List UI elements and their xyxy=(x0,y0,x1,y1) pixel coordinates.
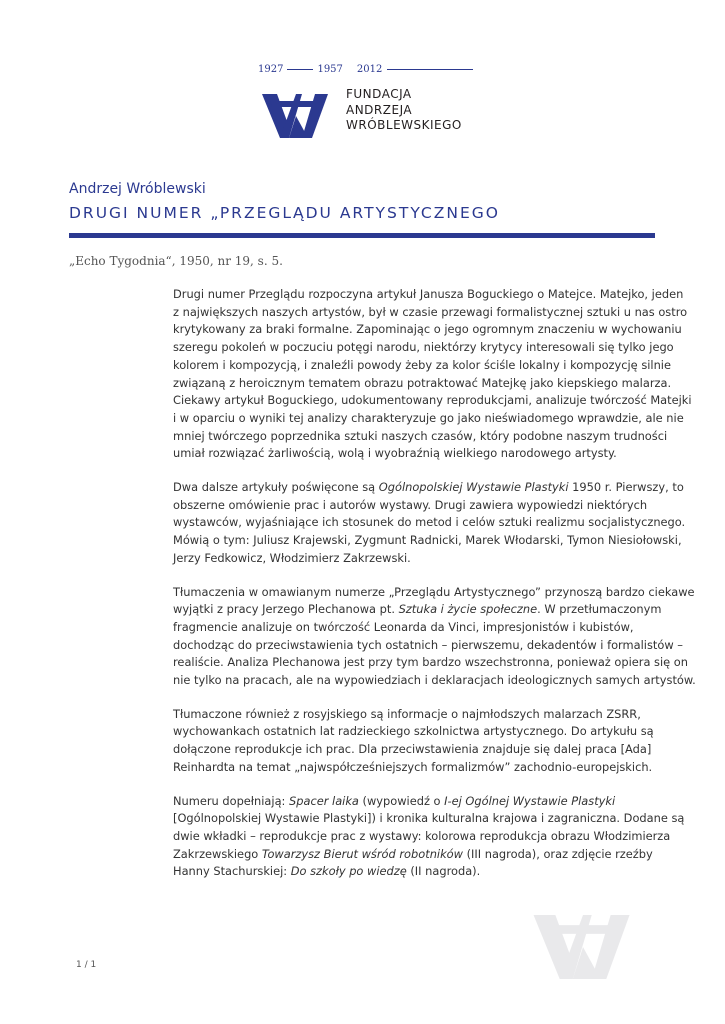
article-title: DRUGI NUMER „PRZEGLĄDU ARTYSTYCZNEGO xyxy=(69,204,500,222)
text-line: [Ogólnopolskiej Wystawie Plastyki]) i kronika kulturalna krajowa i zagraniczna. Dodane są xyxy=(173,811,685,826)
timeline xyxy=(258,64,473,75)
organization-name xyxy=(346,87,462,134)
article-author: Andrzej Wróblewski xyxy=(69,181,206,197)
text-line: dołączone reprodukcje ich prac. Dla przeciwstawienia znajduje się dalej praca [Ada] xyxy=(173,742,652,757)
timeline-line-long xyxy=(387,69,473,70)
article-body xyxy=(173,286,696,897)
italic-title: Do szkoły po wiedzę xyxy=(290,864,407,879)
text-line: dochodząc do przeciwstawienia tych ostatnich – pierwszemu, dekadentów i formalistów – xyxy=(173,637,683,652)
paragraph xyxy=(173,706,663,777)
italic-title: Towarzysz Bierut wśród robotników xyxy=(261,846,463,861)
page-header xyxy=(0,0,725,150)
text-line: i w oparciu o wyniki tej analizy charakteryzuje go jako nieświadomego wprawdzie, ale nie xyxy=(173,410,684,425)
text-line: związaną z heroicznym tematem obrazu potraktować Matejkę jako kiepskiego malarza. xyxy=(173,375,672,390)
year-end: 1957 xyxy=(317,64,343,75)
text-line: wychowankach ostatnich lat radzieckiego szkolnictwa artystycznego. Do artykułu są xyxy=(173,724,654,739)
text-line: wystawców, wyjaśniające ich stosunek do metod i celów sztuki realizmu socjalistycznego. xyxy=(173,515,686,530)
paragraph xyxy=(173,479,686,568)
text-line: obszerne omówienie prac i autorów wystawy. Drugi zawiera wypowiedzi niektórych xyxy=(173,497,648,512)
text-line: Ciekawy artykuł Boguckiego, udokumentowany reprodukcjami, analizuje twórczość Matejki xyxy=(173,393,692,408)
text-line: Jerzy Fedkowicz, Włodzimierz Zakrzewski. xyxy=(173,550,411,565)
timeline-line xyxy=(287,69,313,70)
org-name-line: ANDRZEJA xyxy=(346,102,413,117)
italic-title: Spacer laika xyxy=(289,793,359,808)
text-line: Tłumaczenia w omawianym numerze „Przeglądu Artystycznego” przynoszą bardzo ciekawe xyxy=(173,584,695,599)
text-line: nie tylko na pracach, ale na wypowiedziach i deklaracjach ideologicznych samych artystów. xyxy=(173,673,696,688)
text-line: Tłumaczone również z rosyjskiego są informacje o najmłodszych malarzach ZSRR, xyxy=(173,706,641,721)
paragraph xyxy=(173,286,692,463)
paragraph xyxy=(173,793,685,882)
paragraph xyxy=(173,584,696,690)
text-line: szeregu pokoleń w poczuciu potęgi narodu, niektórzy krytycy interesowali się tylko jego xyxy=(173,340,674,355)
text-line: Zakrzewskiego Towarzysz Bierut wśród robotników (III nagroda), oraz zdjęcie rzeźby xyxy=(173,846,653,861)
text-line: Mówią o tym: Juliusz Krajewski, Zygmunt Radnicki, Marek Włodarski, Tymon Niesiołowski, xyxy=(173,533,682,548)
text-line: dwie wkładki – reprodukcje prac z wystawy: kolorowa reprodukcja obrazu Włodzimierza xyxy=(173,828,671,843)
text-line: Drugi numer Przeglądu rozpoczyna artykuł Janusza Boguckiego o Matejce. Matejko, jeden xyxy=(173,287,684,301)
page-number: 1 / 1 xyxy=(76,960,97,970)
org-name-line: FUNDACJA xyxy=(346,87,412,101)
org-name-line: WRÓBLEWSKIEGO xyxy=(346,118,462,132)
text-line: Numeru dopełniają: Spacer laika (wypowiedź o I-ej Ogólnej Wystawie Plastyki xyxy=(173,793,616,808)
text-line: krytykowany za braki formalne. Zapominając o jego ogromnym znaczeniu w wychowaniu xyxy=(173,322,682,337)
text-line: Reinhardta na temat „najwspółcześniejszych formalizmów” zachodnio-europejskich. xyxy=(173,759,653,774)
text-line: Hanny Stachurskiej: Do szkoły po wiedzę (II nagroda). xyxy=(173,864,481,879)
foundation-monogram-icon xyxy=(262,94,330,138)
text-line: Dwa dalsze artykuły poświęcone są Ogólnopolskiej Wystawie Plastyki 1950 r. Pierwszy, to xyxy=(173,480,684,495)
text-line: kolorem i kompozycją, i znaleźli powody żeby za kolor ściśle lokalny i kompozycję silnie xyxy=(173,357,671,372)
text-line: realiście. Analiza Plechanowa jest przy tym bardzo wszechstronna, ponieważ opiera się on xyxy=(173,655,688,670)
text-line: umiał rozwiązać żarliwością, wolą i wyobraźnią wielkiego narodowego artysty. xyxy=(173,446,617,461)
article-source: „Echo Tygodnia“, 1950, nr 19, s. 5. xyxy=(69,254,283,268)
text-line: z największych naszych artystów, był w czasie przewagi formalistycznej sztuki u nas ostro xyxy=(173,304,688,319)
text-line: wyjątki z pracy Jerzego Plechanowa pt. Sztuka i życie społeczne. W przetłumaczonym xyxy=(173,602,662,617)
year-start: 1927 xyxy=(258,64,284,75)
foundation-monogram-watermark-icon xyxy=(533,915,633,979)
italic-title: Ogólnopolskiej Wystawie Plastyki xyxy=(378,480,569,495)
year-current: 2012 xyxy=(356,64,383,75)
title-rule xyxy=(69,233,655,238)
text-line: fragmencie analizuje on twórczość Leonarda da Vinci, impresjonistów i kubistów, xyxy=(173,619,634,634)
italic-title: Sztuka i życie społeczne xyxy=(398,602,538,617)
text-line: mniej twórczego poprzednika sztuki naszych czasów, który podobne naszym trudności xyxy=(173,428,668,443)
italic-title: I-ej Ogólnej Wystawie Plastyki xyxy=(444,793,616,808)
